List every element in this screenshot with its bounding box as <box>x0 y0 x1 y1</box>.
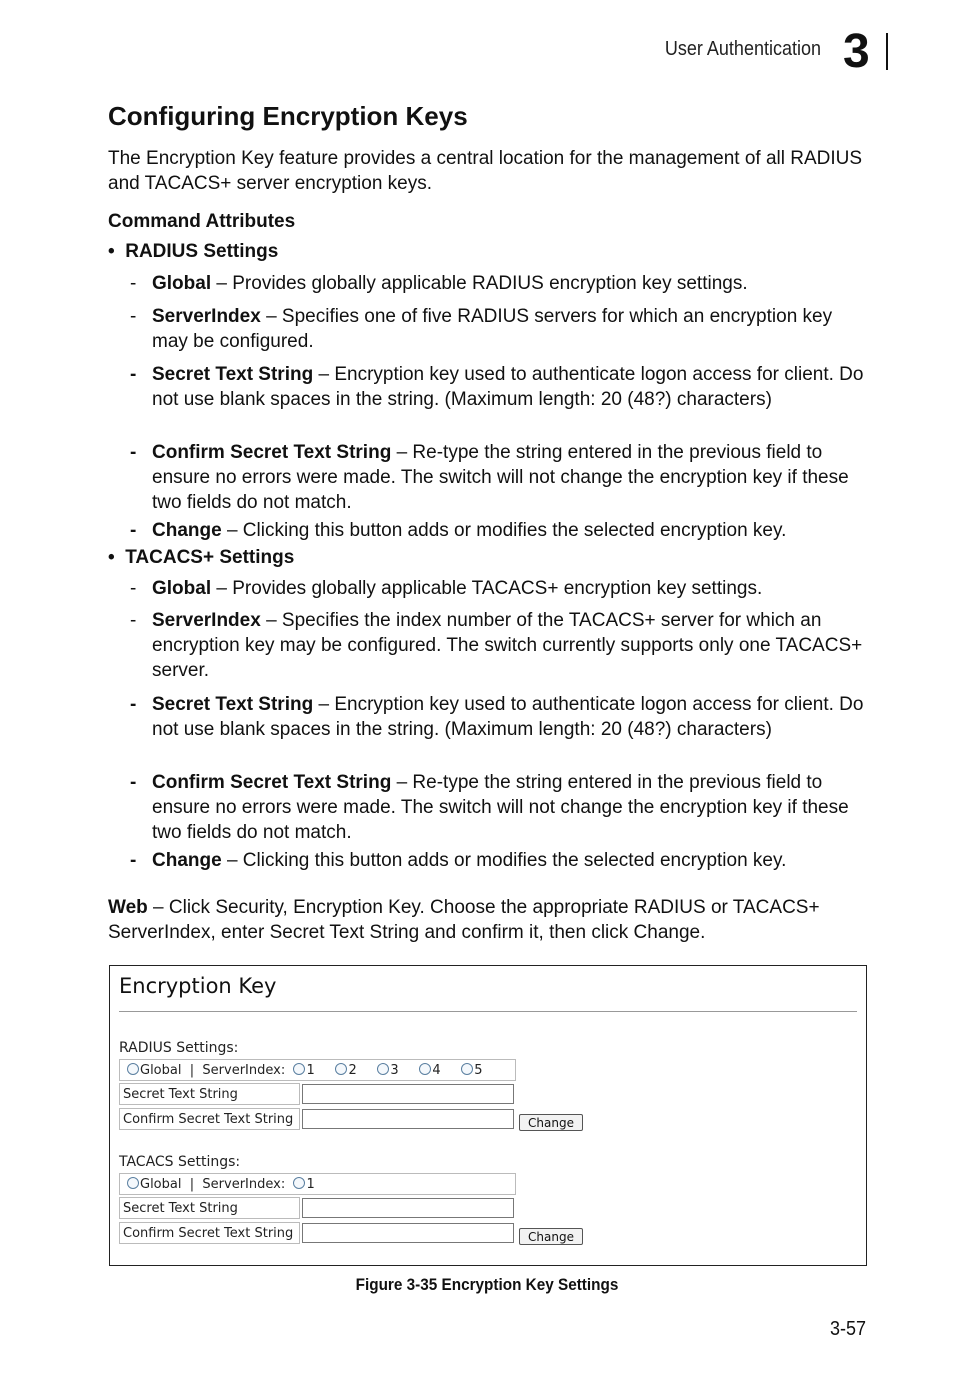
dash-marker: - <box>130 306 137 327</box>
running-header: User Authentication <box>664 38 821 60</box>
tacacs-confirm-input[interactable] <box>302 1223 514 1243</box>
radius-secret-input[interactable] <box>302 1084 514 1104</box>
separator: | <box>189 1063 195 1078</box>
dash-marker: - <box>130 520 137 541</box>
figure-divider <box>119 1011 857 1012</box>
radius-global-radio[interactable] <box>127 1063 139 1075</box>
radius-secret-item <box>152 362 868 412</box>
tacacs-secret-label-cell <box>119 1197 300 1219</box>
item-desc: – Encryption key used to authenticate logon access for client. Do not use blank spaces in the string. (Maximum length: 20 (48?) characters) <box>152 694 864 740</box>
radius-settings-table <box>119 1059 516 1134</box>
tacacs-confirm-item <box>152 770 868 845</box>
web-paragraph <box>108 895 868 945</box>
dash-marker: - <box>130 850 137 871</box>
serverindex-label: ServerIndex: <box>202 1177 286 1192</box>
global-label: Global <box>140 1063 182 1078</box>
radius-index-3-radio[interactable] <box>377 1063 389 1075</box>
tacacs-global-item <box>152 576 868 601</box>
radius-index-label: 5 <box>474 1063 483 1078</box>
tacacs-global-radio[interactable] <box>127 1177 139 1189</box>
confirm-label: Confirm Secret Text String <box>123 1112 294 1127</box>
tacacs-change-button[interactable]: Change <box>519 1228 583 1245</box>
radius-index-options <box>127 1063 483 1078</box>
item-term: Change <box>152 520 222 541</box>
radius-index-row <box>119 1059 516 1081</box>
encryption-key-figure <box>109 965 867 1266</box>
radius-global-item <box>152 271 868 296</box>
web-desc: – Click Security, Encryption Key. Choose the appropriate RADIUS or TACACS+ ServerIndex, enter Secret Text String and confirm it, then click Change. <box>108 897 820 943</box>
chapter-number: 3 <box>843 25 870 78</box>
item-term: Global <box>152 273 212 294</box>
chapter-divider <box>886 33 888 70</box>
item-term: Confirm Secret Text String <box>152 442 392 463</box>
radius-secret-label-cell <box>119 1083 300 1105</box>
radius-index-1-radio[interactable] <box>293 1063 305 1075</box>
dash-marker: - <box>130 772 137 793</box>
item-desc: – Provides globally applicable RADIUS encryption key settings. <box>211 273 748 294</box>
item-term: Secret Text String <box>152 694 314 715</box>
page-number: 3-57 <box>829 1318 866 1340</box>
radius-confirm-item <box>152 440 868 515</box>
tacacs-index-row <box>119 1173 516 1195</box>
dash-marker: - <box>130 364 137 385</box>
item-desc: – Clicking this button adds or modifies the selected encryption key. <box>221 850 787 871</box>
dash-marker: - <box>130 442 137 463</box>
item-term: ServerIndex <box>152 610 261 631</box>
separator: | <box>189 1177 195 1192</box>
radius-confirm-input[interactable] <box>302 1109 514 1129</box>
radius-index-label: 2 <box>348 1063 357 1078</box>
tacacs-heading: TACACS+ Settings <box>125 547 295 568</box>
tacacs-settings-label: TACACS Settings: <box>119 1154 241 1170</box>
item-desc: – Clicking this button adds or modifies the selected encryption key. <box>221 520 787 541</box>
tacacs-change-item <box>152 848 868 873</box>
dash-marker: - <box>130 610 137 631</box>
radius-index-label: 1 <box>306 1063 315 1078</box>
tacacs-bullet: • TACACS+ Settings <box>108 547 295 568</box>
tacacs-secret-item <box>152 692 868 742</box>
serverindex-label: ServerIndex: <box>202 1063 286 1078</box>
confirm-label: Confirm Secret Text String <box>123 1226 294 1241</box>
radius-change-item <box>152 518 868 543</box>
tacacs-index-1-radio[interactable] <box>293 1177 305 1189</box>
item-desc: – Specifies the index number of the TACACS+ server for which an encryption key may be configured. The switch currently supports only one TACACS+ server. <box>152 610 863 681</box>
item-desc: – Provides globally applicable TACACS+ encryption key settings. <box>211 578 763 599</box>
tacacs-serverindex-item <box>152 608 868 683</box>
radius-index-4-radio[interactable] <box>419 1063 431 1075</box>
radius-settings-label: RADIUS Settings: <box>119 1040 239 1056</box>
radius-bullet: • RADIUS Settings <box>108 241 279 262</box>
radius-index-label: 4 <box>432 1063 441 1078</box>
item-term: Secret Text String <box>152 364 314 385</box>
radius-change-button[interactable]: Change <box>519 1114 583 1131</box>
radius-index-2-radio[interactable] <box>335 1063 347 1075</box>
radius-index-5-radio[interactable] <box>461 1063 473 1075</box>
dash-marker: - <box>130 578 137 599</box>
secret-label: Secret Text String <box>123 1087 238 1102</box>
intro-paragraph: The Encryption Key feature provides a central location for the management of all RADIUS and TACACS+ server encryption keys. <box>108 148 863 194</box>
item-term: Confirm Secret Text String <box>152 772 392 793</box>
tacacs-index-label: 1 <box>306 1177 315 1192</box>
item-desc: – Specifies one of five RADIUS servers for which an encryption key may be configured. <box>152 306 833 352</box>
figure-caption: Figure 3-35 Encryption Key Settings <box>355 1275 619 1294</box>
item-term: ServerIndex <box>152 306 261 327</box>
item-desc: – Re-type the string entered in the previous field to ensure no errors were made. The switch will not change the encryption key if these two fields do not match. <box>152 772 849 843</box>
figure-title: Encryption Key <box>119 974 277 998</box>
tacacs-settings-table <box>119 1173 516 1248</box>
web-term: Web <box>108 897 148 918</box>
tacacs-confirm-label-cell <box>119 1222 300 1244</box>
secret-label: Secret Text String <box>123 1201 238 1216</box>
tacacs-secret-input[interactable] <box>302 1198 514 1218</box>
radius-serverindex-item <box>152 304 868 354</box>
dash-marker: - <box>130 694 137 715</box>
item-desc: – Re-type the string entered in the previous field to ensure no errors were made. The switch will not change the encryption key if these two fields do not match. <box>152 442 849 513</box>
radius-index-label: 3 <box>390 1063 399 1078</box>
item-desc: – Encryption key used to authenticate logon access for client. Do not use blank spaces in the string. (Maximum length: 20 (48?) characters) <box>152 364 864 410</box>
attributes-heading: Command Attributes <box>108 211 296 232</box>
item-term: Change <box>152 850 222 871</box>
page-title: Configuring Encryption Keys <box>108 101 468 131</box>
radius-heading: RADIUS Settings <box>125 241 279 262</box>
global-label: Global <box>140 1177 182 1192</box>
dash-marker: - <box>130 273 137 294</box>
item-term: Global <box>152 578 212 599</box>
tacacs-index-options <box>127 1177 315 1192</box>
radius-confirm-label-cell <box>119 1108 300 1130</box>
